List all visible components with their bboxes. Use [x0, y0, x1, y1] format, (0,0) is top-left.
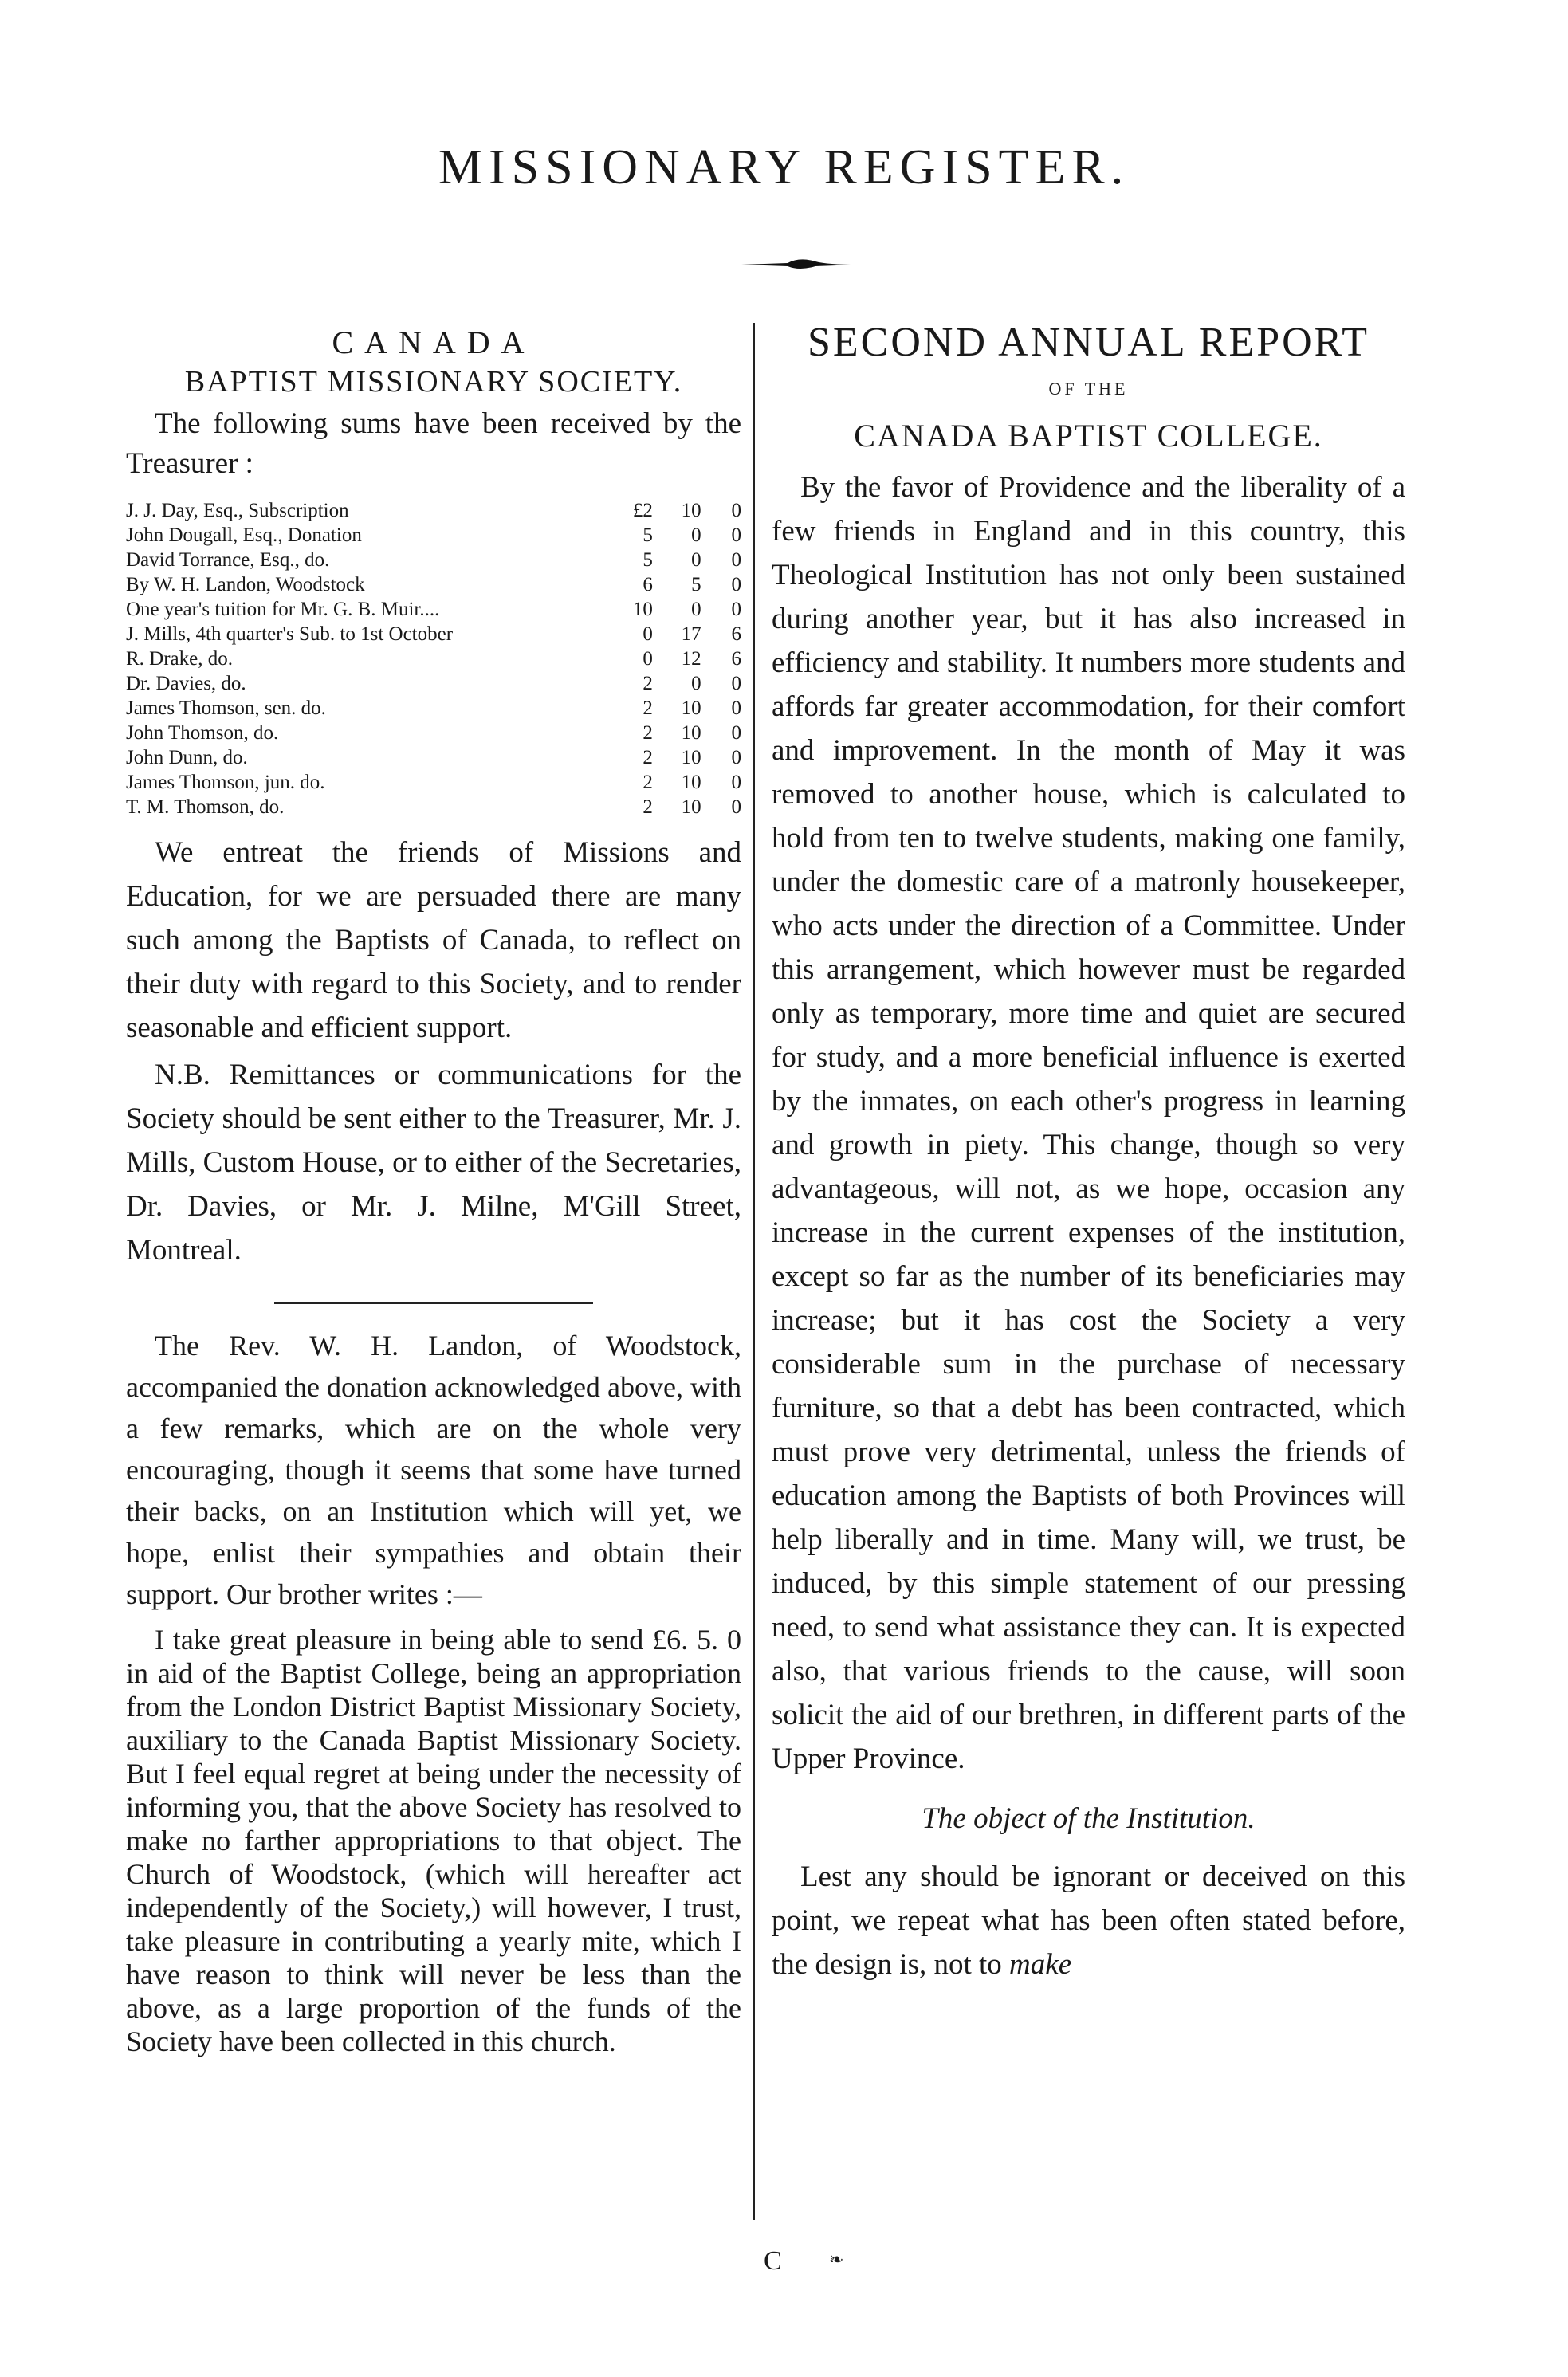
paragraph-letter: I take great pleasure in being able to send £6. 5. 0 in aid of the Baptist College, being an appropriation from the London District Baptist Missionary Society, auxiliary to the Canada Baptist Missionary Society. But I feel equal regret at being under the necessity of informing you, that the above Society has resolved to make no farther appropriations to that object. The Church of Woodstock, (which will hereafter act independently of the Society,) will however, I trust, take pleasure in contributing a yearly mite, which I have reason to think will never be less than the above, as a large proportion of the funds of the Society have been collected in this church.	[126, 1624, 741, 2057]
ledger-name: John Dunn, do.	[126, 747, 248, 768]
ledger-name: Dr. Davies, do.	[126, 673, 246, 694]
ledger-row	[126, 795, 741, 819]
right-column	[772, 319, 1405, 1986]
ledger-name: David Torrance, Esq., do.	[126, 549, 330, 571]
ledger-pounds: 0	[643, 648, 653, 670]
ledger-pounds: £2	[632, 500, 653, 521]
ledger-pounds: 2	[643, 673, 653, 694]
ledger-name: James Thomson, sen. do.	[126, 697, 326, 719]
ledger-name: John Dougall, Esq., Donation	[126, 525, 362, 546]
ledger-shillings: 0	[691, 673, 701, 694]
ledger-pence: 0	[731, 599, 741, 620]
ledger-row	[126, 745, 741, 770]
section-rule	[274, 1302, 593, 1304]
ledger-shillings: 10	[681, 697, 701, 719]
ledger-shillings: 10	[681, 772, 701, 793]
ledger-row	[126, 721, 741, 745]
ledger-row	[126, 572, 741, 597]
ledger-shillings: 10	[681, 722, 701, 744]
ledger-shillings: 10	[681, 500, 701, 521]
ledger-row	[126, 622, 741, 646]
ledger-name: T. M. Thomson, do.	[126, 796, 285, 818]
report-paragraph-2-text: Lest any should be ignorant or deceived on this point, we repeat what has been often stated before, the design is, not to	[772, 1860, 1405, 1981]
ledger-pence: 0	[731, 722, 741, 744]
ledger-pounds: 2	[643, 796, 653, 818]
ledger-pounds: 2	[643, 772, 653, 793]
paragraph-entreat: We entreat the friends of Missions and Education, for we are persuaded there are many such among the Baptists of Canada, to reflect on their duty with regard to this Society, and to render seasonable and efficient support.	[126, 836, 741, 1044]
ledger-pence: 0	[731, 500, 741, 521]
ledger-shillings: 5	[691, 574, 701, 595]
report-paragraph-1: By the favor of Providence and the liberality of a few friends in England and in this country, this Theological Institution has not only been sustained during another year, but it has also increased in efficiency and stability. It numbers more students and affords far greater accommodation, for their comfort and improvement. In the month of May it was removed to another house, which is calculated to hold from ten to twelve students, making one family, under the domestic care of a matronly housekeeper, who acts under the direction of a Committee. Under this arrangement, which however must be regarded only as temporary, more time and quiet are secured for study, and a more beneficial influence is exerted by the inmates, on each other's progress in learning and growth in piety. This change, though so very advantageous, will not, as we hope, occasion any increase in the current expenses of the institution, except so far as the number of its beneficiaries may increase; but it has cost the Society a very considerable sum in the purchase of necessary furniture, so that a debt has been contracted, which must prove very detrimental, unless the friends of education among the Baptists of both Provinces will help liberally and in time. Many will, we trust, be induced, by this simple statement of our pressing need, to send what assistance they can. It is expected also, that various friends to the cause, will soon solicit the aid of our brethren, in different parts of the Upper Province.	[772, 471, 1405, 1775]
ledger-pence: 0	[731, 796, 741, 818]
ledger-pence: 6	[731, 648, 741, 670]
ornament-divider	[740, 253, 859, 274]
ledger-shillings: 17	[681, 623, 701, 645]
left-column	[126, 319, 741, 2058]
receipts-table	[126, 498, 741, 819]
ledger-pounds: 2	[643, 697, 653, 719]
ledger-name: By W. H. Landon, Woodstock	[126, 574, 365, 595]
report-heading-of-the: OF THE	[1048, 379, 1129, 399]
ledger-shillings: 10	[681, 796, 701, 818]
paragraph-nb: N.B. Remittances or communications for the Society should be sent either to the Treasurer, Mr. J. Mills, Custom House, or to either of the Secretaries, Dr. Davies, or Mr. J. Milne, M'Gill Street, Montreal.	[126, 1059, 741, 1267]
ledger-shillings: 12	[681, 648, 701, 670]
ledger-pounds: 10	[632, 599, 653, 620]
ledger-name: J. J. Day, Esq., Subscription	[126, 500, 349, 521]
printer-signature: C	[764, 2246, 782, 2276]
ledger-shillings: 0	[691, 549, 701, 571]
ledger-name: James Thomson, jun. do.	[126, 772, 325, 793]
ledger-pence: 6	[731, 623, 741, 645]
ledger-row	[126, 671, 741, 696]
ledger-pounds: 5	[643, 549, 653, 571]
ledger-name: R. Drake, do.	[126, 648, 233, 670]
college-heading: CANADA BAPTIST COLLEGE.	[854, 418, 1323, 454]
ledger-row	[126, 696, 741, 721]
ledger-intro: The following sums have been received by the Treasurer :	[126, 407, 741, 480]
report-paragraph-2	[772, 1855, 1405, 1986]
ledger-pence: 0	[731, 747, 741, 768]
ledger-pounds: 2	[643, 722, 653, 744]
paragraph-landon: The Rev. W. H. Landon, of Woodstock, accompanied the donation acknowledged above, with a few remarks, which are on the whole very encouraging, though it seems that some have turned their backs, on an Institution which will yet, we hope, enlist their sympathies and obtain their support. Our brother writes :—	[126, 1330, 741, 1610]
society-heading: BAPTIST MISSIONARY SOCIETY.	[184, 365, 683, 399]
ledger-pounds: 5	[643, 525, 653, 546]
report-paragraph-2-italic: make	[1009, 1948, 1072, 1981]
ledger-shillings: 0	[691, 599, 701, 620]
ledger-pence: 0	[731, 673, 741, 694]
ledger-pence: 0	[731, 574, 741, 595]
ledger-row	[126, 646, 741, 671]
ledger-pence: 0	[731, 549, 741, 571]
society-heading-canada: CANADA	[332, 324, 536, 360]
ledger-row	[126, 548, 741, 572]
ledger-pounds: 0	[643, 623, 653, 645]
ledger-row	[126, 770, 741, 795]
ledger-shillings: 0	[691, 525, 701, 546]
ledger-row	[126, 597, 741, 622]
ledger-pounds: 2	[643, 747, 653, 768]
ledger-row	[126, 498, 741, 523]
ledger-pence: 0	[731, 525, 741, 546]
signature-mark: ❧	[829, 2249, 844, 2269]
ledger-row	[126, 523, 741, 548]
running-head: MISSIONARY REGISTER.	[438, 140, 1130, 194]
institution-subheading: The object of the Institution.	[922, 1802, 1256, 1835]
ledger-pounds: 6	[643, 574, 653, 595]
ledger-name: John Thomson, do.	[126, 722, 279, 744]
column-divider	[753, 323, 755, 2220]
report-heading: SECOND ANNUAL REPORT	[808, 320, 1370, 365]
ledger-shillings: 10	[681, 747, 701, 768]
ledger-pence: 0	[731, 772, 741, 793]
ledger-name: J. Mills, 4th quarter's Sub. to 1st October	[126, 623, 454, 645]
ledger-pence: 0	[731, 697, 741, 719]
ledger-name: One year's tuition for Mr. G. B. Muir....	[126, 599, 440, 620]
